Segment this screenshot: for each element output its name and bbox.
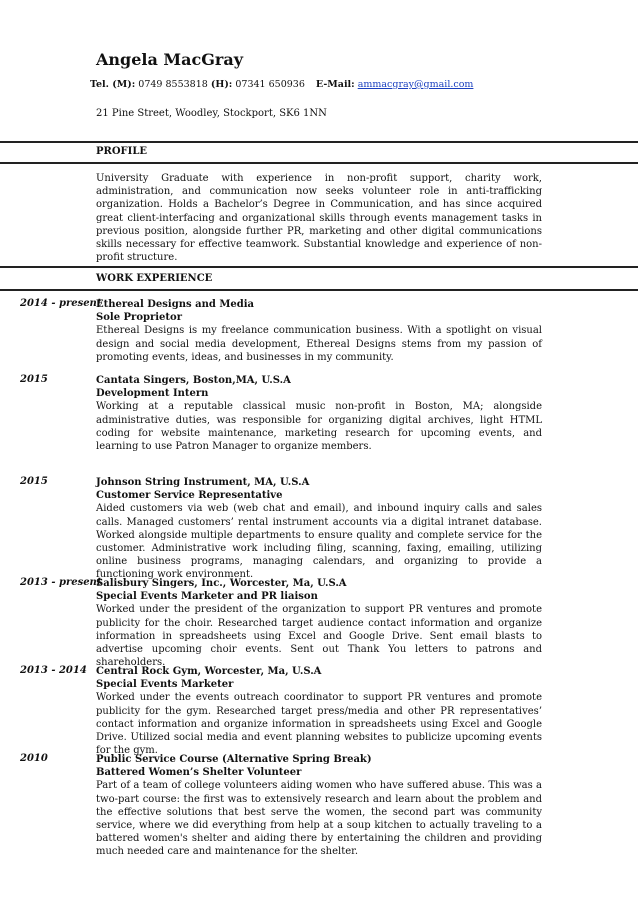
address: 21 Pine Street, Woodley, Stockport, SK6 1NN [96,108,327,119]
job-date: 2013 - present [20,577,102,588]
profile-text: University Graduate with experience in non-profit support, charity work, administration, and communication now seeks volunteer role in anti-trafficking organization. Holds a Bachelor’s Degree in Communication, and has since acquired great client-interfacing and organizational skills through events management tasks in previous position, alongside further PR, marketing and other digital communications skills necessary for effective teamwork. Substantial knowledge and experience of non-profit structure. [96,173,542,264]
section-divider [0,266,638,268]
job-organization: Ethereal Designs and Media [96,299,255,310]
job-organization: Central Rock Gym, Worcester, Ma, U.S.A [96,666,322,677]
work-experience-heading: WORK EXPERIENCE [96,273,213,284]
job-date: 2015 [20,476,48,487]
job-description: Aided customers via web (web chat and email), and inbound inquiry calls and sales calls. Managed customers’ rental instrument accounts via a digital intranet database. Worked alongside multiple departments to ensure quality and complete service for the customer. Administrative work including filing, scanning, faxing, emailing, utilizing online business programs, managing calendars, and organizing to provide a functioning work environment. [96,503,542,581]
job-organization: Public Service Course (Alternative Spring Break) [96,754,372,765]
email-link[interactable]: ammacgray@gmail.com [357,79,474,90]
job-description: Worked under the events outreach coordinator to support PR ventures and promote publicity for the gym. Researched target press/media and other PR representatives’ contact information and organize information in spreadsheets using Excel and Google Drive. Utilized social media and event planning websites to publicize upcoming events for the gym. [96,692,542,757]
job-role: Special Events Marketer and PR liaison [96,591,318,603]
section-divider [0,162,638,164]
home-number: 07341 650936 [235,79,305,90]
section-divider [0,289,638,291]
job-role: Battered Women’s Shelter Volunteer [96,767,302,779]
email-label: E-Mail: [315,79,355,90]
contact-line [90,79,473,90]
job-organization: Salisbury Singers, Inc., Worcester, Ma, U.S.A [96,578,347,589]
job-description: Part of a team of college volunteers aiding women who have suffered abuse. This was a two-part course: the first was to extensively research and learn about the problem and the effective solutions that best serve the women, the second part was community service, where we did everything from help at a soup kitchen to actually traveling to a battered women's shelter and aiding there by entertaining the children and providing much needed care and maintenance for the shelter. [96,780,542,858]
mobile-number: 0749 8553818 [138,79,208,90]
applicant-name: Angela MacGray [96,50,244,69]
job-role: Development Intern [96,388,209,400]
profile-heading: PROFILE [96,146,147,157]
job-description: Worked under the president of the organization to support PR ventures and promote publicity for the choir. Researched target audience contact information and organize information in spreadsheets using Excel and Google Drive. Sent email blasts to advertise upcoming choir events. Sent out Thank You letters to patrons and shareholders. [96,604,542,669]
job-organization: Johnson String Instrument, MA, U.S.A [96,477,310,488]
job-role: Special Events Marketer [96,679,234,691]
job-description: Ethereal Designs is my freelance communication business. With a spotlight on visual design and social media development, Ethereal Designs stems from my passion of promoting events, ideas, and businesses in my community. [96,325,542,363]
section-divider [0,141,638,143]
job-organization: Cantata Singers, Boston,MA, U.S.A [96,375,291,386]
job-date: 2014 - present [20,298,102,309]
job-date: 2015 [20,374,48,385]
home-label: (H): [210,79,233,90]
mobile-label: Tel. (M): [90,79,136,90]
job-date: 2013 - 2014 [20,665,87,676]
job-role: Customer Service Representative [96,490,283,502]
job-date: 2010 [20,753,48,764]
job-description: Working at a reputable classical music non-profit in Boston, MA; alongside administrative duties, was responsible for organizing digital archives, light HTML coding for website maintenance, marketing research for upcoming events, and learning to use Patron Manager to organize members. [96,401,542,453]
job-role: Sole Proprietor [96,312,182,324]
